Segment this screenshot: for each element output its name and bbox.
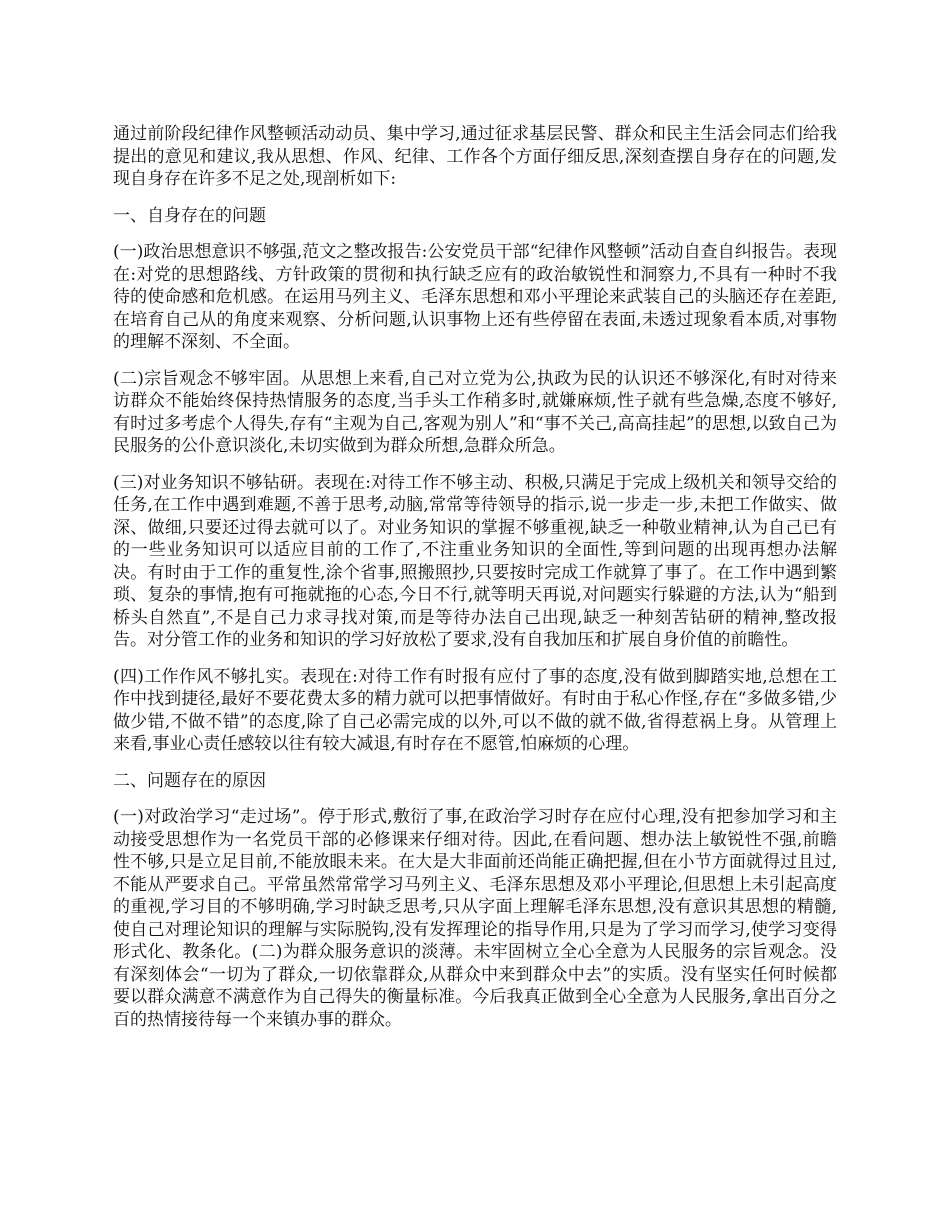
paragraph-purpose-concept: (二)宗旨观念不够牢固。从思想上来看,自己对立党为公,执政为民的认识还不够深化,有时对待来访群众不能始终保持热情服务的态度,当手头工作稍多时,就嫌麻烦,性子就有些急燥,态度不够好,有时过多考虑个人得失,存有“主观为自己,客观为别人”和“事不关己,高高挂起”的思想,以致自己为民服务的公仆意识淡化,未切实做到为群众所想,急群众所急。 (113, 368, 837, 456)
section-heading-problems: 一、自身存在的问题 (113, 205, 266, 226)
intro-paragraph: 通过前阶段纪律作风整顿活动动员、集中学习,通过征求基层民警、群众和民主生活会同志们给我提出的意见和建议,我从思想、作风、纪律、工作各个方面仔细反思,深刻查摆自身存在的问题,发现自身存在许多不足之处,现剖析如下: (113, 124, 837, 189)
document-body (113, 123, 837, 1045)
paragraph-causes-detail: (一)对政治学习“走过场”。停于形式,敷衍了事,在政治学习时存在应付心理,没有把参加学习和主动接受思想作为一名党员干部的必修课来仔细对待。因此,在看问题、想办法上敏锐性不强,前瞻性不够,只是立足目前,不能放眼未来。在大是大非面前还尚能正确把握,但在小节方面就得过且过,不能从严要求自己。平常虽然常常学习马列主义、毛泽东思想及邓小平理论,但思想上未引起高度的重视,学习目的不够明确,学习时缺乏思考,只从字面上理解毛泽东思想,没有意识其思想的精髓,使自己对理论知识的理解与实际脱钩,没有发挥理论的指导作用,只是为了学习而学习,使学习变得形式化、教条化。(二)为群众服务意识的淡薄。未牢固树立全心全意为人民服务的宗旨观念。没有深刻体会“一切为了群众,一切依靠群众,从群众中来到群众中去”的实质。没有坚实任何时候都要以群众满意不满意作为自己得失的衡量标准。今后我真正做到全心全意为人民服务,拿出百分之百的热情接待每一个来镇办事的群众。 (113, 807, 837, 1030)
paragraph-political-awareness: (一)政治思想意识不够强,范文之整改报告:公安党员干部“纪律作风整顿”活动自查自纠报告。表现在:对党的思想路线、方针政策的贯彻和执行缺乏应有的政治敏锐性和洞察力,不具有一种时不我待的使命感和危机感。在运用马列主义、毛泽东思想和邓小平理论来武装自己的头脑还存在差距,在培育自己从的角度来观察、分析问题,认识事物上还有些停留在表面,未透过现象看本质,对事物的理解不深刻、不全面。 (113, 242, 837, 352)
paragraph-work-style: (四)工作作风不够扎实。表现在:对待工作有时报有应付了事的态度,没有做到脚踏实地,总想在工作中找到捷径,最好不要花费太多的精力就可以把事情做好。有时由于私心作怪,存在“多做多错,少做少错,不做不错”的态度,除了自己必需完成的以外,可以不做的就不做,省得惹祸上身。从管理上来看,事业心责任感较以往有较大减退,有时存在不愿管,怕麻烦的心理。 (113, 666, 837, 754)
section-heading-causes: 二、问题存在的原因 (113, 770, 266, 791)
paragraph-business-knowledge: (三)对业务知识不够钻研。表现在:对待工作不够主动、积极,只满足于完成上级机关和领导交给的任务,在工作中遇到难题,不善于思考,动脑,常常等待领导的指示,说一步走一步,未把工作做实、做深、做细,只要还过得去就可以了。对业务知识的掌握不够重视,缺乏一种敬业精神,认为自己已有的一些业务知识可以适应目前的工作了,不注重业务知识的全面性,等到问题的出现再想办法解决。有时由于工作的重复性,涂个省事,照搬照抄,只要按时完成工作就算了事了。在工作中遇到繁琐、复杂的事情,抱有可拖就拖的心态,今日不行,就等明天再说,对问题实行躲避的方法,认为“船到桥头自然直”,不是自己力求寻找对策,而是等待办法自己出现,缺乏一种刻苦钻研的精神,整改报告。对分管工作的业务和知识的学习好放松了要求,没有自我加压和扩展自身价值的前瞻性。 (113, 472, 837, 650)
